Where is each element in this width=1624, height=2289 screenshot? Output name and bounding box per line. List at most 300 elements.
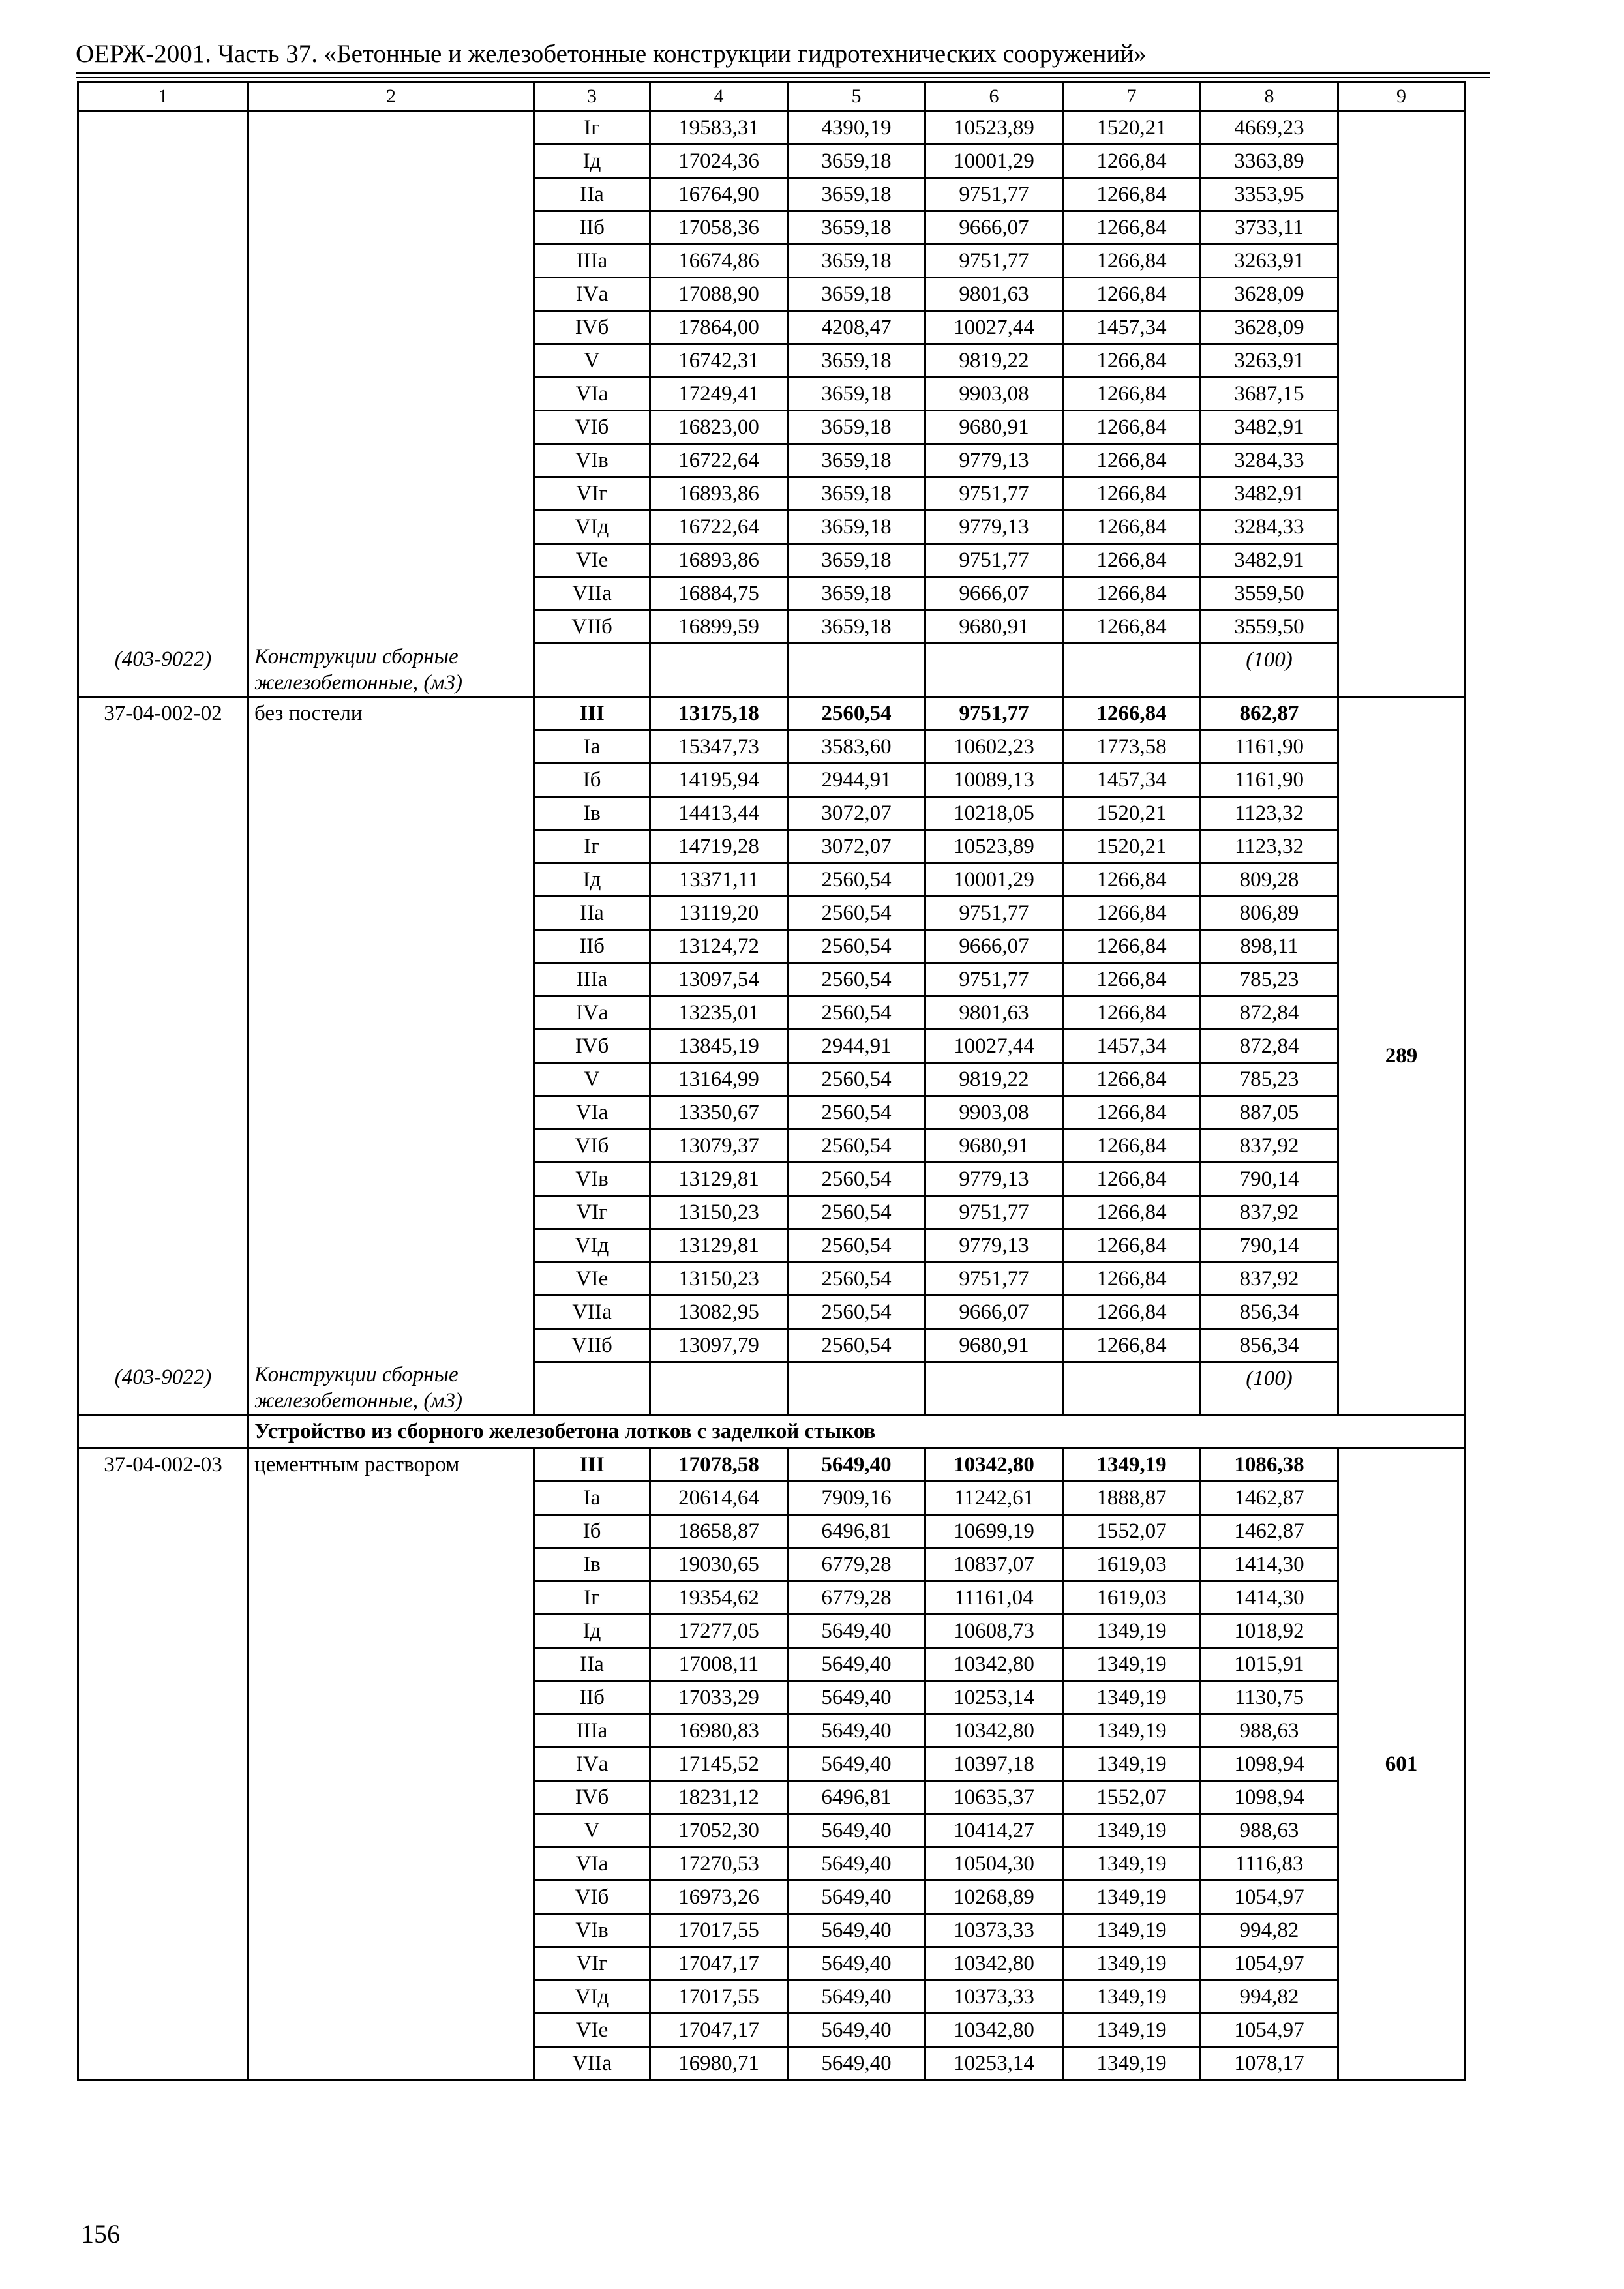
zone-cell: VIг xyxy=(534,1947,650,1981)
cost-machinist-wage-cell: 1349,19 xyxy=(1063,2047,1201,2080)
cost-total-cell: 16742,31 xyxy=(650,344,788,378)
zone-cell: IIа xyxy=(534,896,650,929)
zone-cell: Iв xyxy=(534,796,650,830)
cost-total-cell: 17088,90 xyxy=(650,278,788,311)
cost-labor-cell: 5649,40 xyxy=(788,1748,925,1781)
cost-total-cell: 20614,64 xyxy=(650,1482,788,1515)
cost-materials-cell: 3353,95 xyxy=(1201,178,1338,211)
zone-cell: VIб xyxy=(534,1881,650,1914)
cost-labor-cell: 3583,60 xyxy=(788,730,925,763)
zone-cell: VIIа xyxy=(534,577,650,610)
zone-cell: VIе xyxy=(534,544,650,577)
cost-materials-cell: 837,92 xyxy=(1201,1195,1338,1229)
cost-total-cell: 17047,17 xyxy=(650,2014,788,2047)
cost-materials-cell: 837,92 xyxy=(1201,1262,1338,1295)
zone-cell: VIд xyxy=(534,1981,650,2014)
cost-machinist-wage-cell: 1349,19 xyxy=(1063,1981,1201,2014)
cost-total-cell: 17078,58 xyxy=(650,1448,788,1482)
empty-cell xyxy=(925,644,1063,697)
cost-materials-cell: 837,92 xyxy=(1201,1129,1338,1162)
cost-machines-cell: 9751,77 xyxy=(925,1195,1063,1229)
cost-total-cell: 16722,64 xyxy=(650,444,788,477)
empty-cell xyxy=(78,1415,248,1448)
material-code: (403-9022) xyxy=(78,1362,248,1415)
cost-total-cell: 14719,28 xyxy=(650,830,788,863)
cost-labor-cell: 5649,40 xyxy=(788,2047,925,2080)
cost-materials-cell: 3482,91 xyxy=(1201,544,1338,577)
cost-total-cell: 17017,55 xyxy=(650,1981,788,2014)
cost-machinist-wage-cell: 1266,84 xyxy=(1063,1062,1201,1096)
cost-machinist-wage-cell: 1266,84 xyxy=(1063,577,1201,610)
empty-cell xyxy=(925,1362,1063,1415)
cost-machinist-wage-cell: 1349,19 xyxy=(1063,1881,1201,1914)
code-cell: 37-04-002-03 xyxy=(78,1448,248,2080)
cost-machines-cell: 10523,89 xyxy=(925,830,1063,863)
cost-machinist-wage-cell: 1266,84 xyxy=(1063,145,1201,178)
cost-machines-cell: 11242,61 xyxy=(925,1482,1063,1515)
cost-labor-cell: 5649,40 xyxy=(788,1615,925,1648)
cost-machinist-wage-cell: 1349,19 xyxy=(1063,1681,1201,1714)
cost-total-cell: 16893,86 xyxy=(650,477,788,511)
cost-machines-cell: 10253,14 xyxy=(925,2047,1063,2080)
cost-machinist-wage-cell: 1266,84 xyxy=(1063,245,1201,278)
cost-labor-cell: 5649,40 xyxy=(788,1681,925,1714)
material-qty: (100) xyxy=(1201,644,1338,697)
zone-cell: Iд xyxy=(534,863,650,896)
cost-labor-cell: 3659,18 xyxy=(788,544,925,577)
cost-labor-cell: 5649,40 xyxy=(788,1947,925,1981)
cost-machinist-wage-cell: 1266,84 xyxy=(1063,1262,1201,1295)
cost-total-cell: 17047,17 xyxy=(650,1947,788,1981)
cost-materials-cell: 872,84 xyxy=(1201,996,1338,1029)
cost-machinist-wage-cell: 1266,84 xyxy=(1063,278,1201,311)
cost-total-cell: 16980,83 xyxy=(650,1714,788,1748)
cost-materials-cell: 785,23 xyxy=(1201,963,1338,996)
cost-materials-cell: 1414,30 xyxy=(1201,1581,1338,1615)
cost-materials-cell: 1161,90 xyxy=(1201,730,1338,763)
cost-machines-cell: 9819,22 xyxy=(925,1062,1063,1096)
zone-cell: Iд xyxy=(534,1615,650,1648)
cost-total-cell: 17249,41 xyxy=(650,378,788,411)
cost-labor-cell: 2560,54 xyxy=(788,1295,925,1328)
cost-labor-cell: 2560,54 xyxy=(788,696,925,730)
cost-machines-cell: 10373,33 xyxy=(925,1981,1063,2014)
cost-materials-cell: 887,05 xyxy=(1201,1096,1338,1129)
cost-materials-cell: 856,34 xyxy=(1201,1295,1338,1328)
cost-machinist-wage-cell: 1349,19 xyxy=(1063,1814,1201,1848)
zone-cell: Iд xyxy=(534,145,650,178)
cost-labor-cell: 5649,40 xyxy=(788,1714,925,1748)
cost-machinist-wage-cell: 1266,84 xyxy=(1063,344,1201,378)
empty-cell xyxy=(534,1362,650,1415)
cost-machinist-wage-cell: 1552,07 xyxy=(1063,1781,1201,1814)
cost-materials-cell: 785,23 xyxy=(1201,1062,1338,1096)
cost-machines-cell: 10089,13 xyxy=(925,763,1063,796)
material-row xyxy=(78,644,1465,697)
price-table xyxy=(77,81,1466,2081)
cost-total-cell: 17008,11 xyxy=(650,1648,788,1681)
cost-machinist-wage-cell: 1266,84 xyxy=(1063,211,1201,245)
cost-machinist-wage-cell: 1520,21 xyxy=(1063,796,1201,830)
zone-cell: VIд xyxy=(534,1229,650,1262)
cost-labor-cell: 3659,18 xyxy=(788,344,925,378)
cost-materials-cell: 1116,83 xyxy=(1201,1848,1338,1881)
cost-machines-cell: 10342,80 xyxy=(925,1714,1063,1748)
cost-materials-cell: 1078,17 xyxy=(1201,2047,1338,2080)
cost-materials-cell: 790,14 xyxy=(1201,1229,1338,1262)
cost-materials-cell: 1086,38 xyxy=(1201,1448,1338,1482)
cost-machinist-wage-cell: 1619,03 xyxy=(1063,1581,1201,1615)
cost-total-cell: 18231,12 xyxy=(650,1781,788,1814)
cost-machines-cell: 9751,77 xyxy=(925,696,1063,730)
header-rule-thin xyxy=(76,77,1490,78)
cost-materials-cell: 862,87 xyxy=(1201,696,1338,730)
cost-total-cell: 14413,44 xyxy=(650,796,788,830)
cost-machines-cell: 9779,13 xyxy=(925,511,1063,544)
cost-materials-cell: 1414,30 xyxy=(1201,1548,1338,1581)
zone-cell: V xyxy=(534,1814,650,1848)
material-qty: (100) xyxy=(1201,1362,1338,1415)
zone-cell: VIг xyxy=(534,477,650,511)
zone-cell: VIIб xyxy=(534,1328,650,1362)
cost-total-cell: 13097,54 xyxy=(650,963,788,996)
cost-machines-cell: 9751,77 xyxy=(925,963,1063,996)
header-rule xyxy=(76,72,1490,74)
zone-cell: Iг xyxy=(534,830,650,863)
zone-cell: V xyxy=(534,344,650,378)
cost-machines-cell: 9801,63 xyxy=(925,278,1063,311)
cost-machinist-wage-cell: 1266,84 xyxy=(1063,896,1201,929)
cost-machinist-wage-cell: 1266,84 xyxy=(1063,1162,1201,1195)
cost-labor-cell: 3072,07 xyxy=(788,796,925,830)
table-row-main xyxy=(78,1448,1465,1482)
cost-labor-cell: 5649,40 xyxy=(788,2014,925,2047)
cost-materials-cell: 1123,32 xyxy=(1201,830,1338,863)
zone-cell: IIа xyxy=(534,1648,650,1681)
zone-cell: VIа xyxy=(534,1096,650,1129)
cost-materials-cell: 3263,91 xyxy=(1201,344,1338,378)
cost-labor-cell: 3659,18 xyxy=(788,610,925,644)
cost-materials-cell: 1054,97 xyxy=(1201,2014,1338,2047)
cost-machines-cell: 9751,77 xyxy=(925,1262,1063,1295)
cost-machines-cell: 10397,18 xyxy=(925,1748,1063,1781)
cost-machinist-wage-cell: 1266,84 xyxy=(1063,1328,1201,1362)
zone-cell: VIд xyxy=(534,511,650,544)
cost-labor-cell: 6496,81 xyxy=(788,1515,925,1548)
description-cell xyxy=(248,112,534,644)
cost-machinist-wage-cell: 1552,07 xyxy=(1063,1515,1201,1548)
col9-cell xyxy=(1338,112,1465,697)
cost-total-cell: 16674,86 xyxy=(650,245,788,278)
zone-cell: VIIа xyxy=(534,2047,650,2080)
empty-cell xyxy=(650,644,788,697)
cost-materials-cell: 3363,89 xyxy=(1201,145,1338,178)
cost-materials-cell: 1161,90 xyxy=(1201,763,1338,796)
material-name: Конструкции сборные железобетонные, (м3) xyxy=(248,1362,534,1415)
cost-materials-cell: 790,14 xyxy=(1201,1162,1338,1195)
cost-total-cell: 17024,36 xyxy=(650,145,788,178)
cost-labor-cell: 5649,40 xyxy=(788,1848,925,1881)
description-cell: цементным раствором xyxy=(248,1448,534,2080)
cost-machines-cell: 9779,13 xyxy=(925,1229,1063,1262)
cost-total-cell: 17017,55 xyxy=(650,1914,788,1947)
cost-machinist-wage-cell: 1266,84 xyxy=(1063,963,1201,996)
cost-labor-cell: 5649,40 xyxy=(788,1981,925,2014)
cost-machines-cell: 10001,29 xyxy=(925,863,1063,896)
cost-machines-cell: 10608,73 xyxy=(925,1615,1063,1648)
cost-machines-cell: 9751,77 xyxy=(925,477,1063,511)
cost-machines-cell: 11161,04 xyxy=(925,1581,1063,1615)
cost-materials-cell: 994,82 xyxy=(1201,1914,1338,1947)
zone-cell: V xyxy=(534,1062,650,1096)
cost-total-cell: 17033,29 xyxy=(650,1681,788,1714)
cost-labor-cell: 4208,47 xyxy=(788,311,925,344)
cost-labor-cell: 4390,19 xyxy=(788,112,925,145)
cost-total-cell: 13164,99 xyxy=(650,1062,788,1096)
cost-total-cell: 17864,00 xyxy=(650,311,788,344)
cost-machines-cell: 10218,05 xyxy=(925,796,1063,830)
cost-total-cell: 14195,94 xyxy=(650,763,788,796)
column-number: 2 xyxy=(248,82,534,112)
cost-labor-cell: 2560,54 xyxy=(788,1195,925,1229)
cost-labor-cell: 3659,18 xyxy=(788,411,925,444)
cost-labor-cell: 6779,28 xyxy=(788,1548,925,1581)
cost-total-cell: 16899,59 xyxy=(650,610,788,644)
cost-total-cell: 13150,23 xyxy=(650,1195,788,1229)
zone-cell: VIв xyxy=(534,444,650,477)
cost-machines-cell: 9680,91 xyxy=(925,411,1063,444)
page-number: 156 xyxy=(81,2219,120,2249)
cost-machines-cell: 10027,44 xyxy=(925,311,1063,344)
cost-machinist-wage-cell: 1349,19 xyxy=(1063,1648,1201,1681)
column-number: 1 xyxy=(78,82,248,112)
cost-total-cell: 13845,19 xyxy=(650,1029,788,1062)
material-name: Конструкции сборные железобетонные, (м3) xyxy=(248,644,534,697)
cost-total-cell: 13235,01 xyxy=(650,996,788,1029)
cost-materials-cell: 1018,92 xyxy=(1201,1615,1338,1648)
cost-machinist-wage-cell: 1266,84 xyxy=(1063,544,1201,577)
cost-total-cell: 17277,05 xyxy=(650,1615,788,1648)
zone-cell: IVа xyxy=(534,996,650,1029)
cost-materials-cell: 1130,75 xyxy=(1201,1681,1338,1714)
cost-materials-cell: 3628,09 xyxy=(1201,311,1338,344)
cost-machinist-wage-cell: 1888,87 xyxy=(1063,1482,1201,1515)
cost-machinist-wage-cell: 1266,84 xyxy=(1063,1229,1201,1262)
cost-machines-cell: 9751,77 xyxy=(925,896,1063,929)
cost-total-cell: 16973,26 xyxy=(650,1881,788,1914)
section-title-row xyxy=(78,1415,1465,1448)
cost-labor-cell: 6779,28 xyxy=(788,1581,925,1615)
cost-labor-cell: 5649,40 xyxy=(788,1648,925,1681)
cost-machines-cell: 9801,63 xyxy=(925,996,1063,1029)
cost-machines-cell: 10837,07 xyxy=(925,1548,1063,1581)
zone-cell: Iа xyxy=(534,730,650,763)
zone-cell: Iб xyxy=(534,1515,650,1548)
cost-machines-cell: 9751,77 xyxy=(925,544,1063,577)
cost-machines-cell: 9680,91 xyxy=(925,1328,1063,1362)
cost-machines-cell: 9666,07 xyxy=(925,1295,1063,1328)
cost-machinist-wage-cell: 1349,19 xyxy=(1063,1947,1201,1981)
cost-machines-cell: 9680,91 xyxy=(925,1129,1063,1162)
code-cell: 37-04-002-02 xyxy=(78,696,248,1362)
zone-cell: IIб xyxy=(534,1681,650,1714)
zone-cell: VIв xyxy=(534,1914,650,1947)
cost-machinist-wage-cell: 1266,84 xyxy=(1063,1195,1201,1229)
cost-materials-cell: 3559,50 xyxy=(1201,577,1338,610)
zone-cell: IIIа xyxy=(534,245,650,278)
cost-machines-cell: 10523,89 xyxy=(925,112,1063,145)
zone-cell: Iг xyxy=(534,112,650,145)
cost-machines-cell: 10342,80 xyxy=(925,1648,1063,1681)
cost-machinist-wage-cell: 1266,84 xyxy=(1063,178,1201,211)
cost-machinist-wage-cell: 1349,19 xyxy=(1063,1914,1201,1947)
zone-cell: IVа xyxy=(534,1748,650,1781)
cost-materials-cell: 856,34 xyxy=(1201,1328,1338,1362)
code-cell xyxy=(78,112,248,644)
cost-machinist-wage-cell: 1266,84 xyxy=(1063,378,1201,411)
zone-cell: VIб xyxy=(534,411,650,444)
cost-labor-cell: 3072,07 xyxy=(788,830,925,863)
column-number: 3 xyxy=(534,82,650,112)
cost-materials-cell: 1462,87 xyxy=(1201,1482,1338,1515)
table-row xyxy=(78,112,1465,145)
cost-total-cell: 13097,79 xyxy=(650,1328,788,1362)
cost-labor-cell: 2560,54 xyxy=(788,1129,925,1162)
cost-labor-cell: 2944,91 xyxy=(788,1029,925,1062)
cost-machines-cell: 10602,23 xyxy=(925,730,1063,763)
cost-materials-cell: 1098,94 xyxy=(1201,1781,1338,1814)
cost-labor-cell: 2560,54 xyxy=(788,1162,925,1195)
section-title: Устройство из сборного железобетона лотков с заделкой стыков xyxy=(248,1415,1465,1448)
zone-cell: IIIа xyxy=(534,1714,650,1748)
cost-labor-cell: 5649,40 xyxy=(788,1914,925,1947)
col9-cell: 289 xyxy=(1338,696,1465,1415)
cost-materials-cell: 3263,91 xyxy=(1201,245,1338,278)
cost-machinist-wage-cell: 1349,19 xyxy=(1063,1848,1201,1881)
zone-cell: VIе xyxy=(534,2014,650,2047)
cost-materials-cell: 1462,87 xyxy=(1201,1515,1338,1548)
cost-machines-cell: 9751,77 xyxy=(925,178,1063,211)
cost-total-cell: 13371,11 xyxy=(650,863,788,896)
column-number: 5 xyxy=(788,82,925,112)
cost-labor-cell: 5649,40 xyxy=(788,1814,925,1848)
cost-machines-cell: 10373,33 xyxy=(925,1914,1063,1947)
cost-materials-cell: 809,28 xyxy=(1201,863,1338,896)
cost-machinist-wage-cell: 1266,84 xyxy=(1063,1129,1201,1162)
cost-labor-cell: 3659,18 xyxy=(788,444,925,477)
cost-machines-cell: 10342,80 xyxy=(925,1947,1063,1981)
cost-materials-cell: 3687,15 xyxy=(1201,378,1338,411)
column-number: 8 xyxy=(1201,82,1338,112)
running-header: ОЕРЖ-2001. Часть 37. «Бетонные и железобетонные конструкции гидротехнических сооружений» xyxy=(76,40,1147,68)
cost-total-cell: 17270,53 xyxy=(650,1848,788,1881)
cost-machinist-wage-cell: 1457,34 xyxy=(1063,1029,1201,1062)
material-row xyxy=(78,1362,1465,1415)
zone-cell: IIа xyxy=(534,178,650,211)
cost-machines-cell: 9680,91 xyxy=(925,610,1063,644)
cost-total-cell: 13079,37 xyxy=(650,1129,788,1162)
cost-labor-cell: 2560,54 xyxy=(788,896,925,929)
cost-labor-cell: 3659,18 xyxy=(788,211,925,245)
cost-labor-cell: 2560,54 xyxy=(788,929,925,963)
cost-machines-cell: 9903,08 xyxy=(925,378,1063,411)
cost-machines-cell: 10268,89 xyxy=(925,1881,1063,1914)
cost-materials-cell: 1098,94 xyxy=(1201,1748,1338,1781)
cost-labor-cell: 2560,54 xyxy=(788,1229,925,1262)
cost-labor-cell: 2560,54 xyxy=(788,996,925,1029)
cost-materials-cell: 4669,23 xyxy=(1201,112,1338,145)
cost-machinist-wage-cell: 1266,84 xyxy=(1063,444,1201,477)
cost-labor-cell: 5649,40 xyxy=(788,1448,925,1482)
cost-labor-cell: 3659,18 xyxy=(788,378,925,411)
cost-total-cell: 13129,81 xyxy=(650,1229,788,1262)
cost-machines-cell: 10342,80 xyxy=(925,2014,1063,2047)
cost-machines-cell: 9751,77 xyxy=(925,245,1063,278)
cost-materials-cell: 3284,33 xyxy=(1201,444,1338,477)
empty-cell xyxy=(1063,644,1201,697)
cost-labor-cell: 6496,81 xyxy=(788,1781,925,1814)
cost-machinist-wage-cell: 1266,84 xyxy=(1063,929,1201,963)
cost-machinist-wage-cell: 1266,84 xyxy=(1063,1295,1201,1328)
cost-labor-cell: 3659,18 xyxy=(788,278,925,311)
cost-total-cell: 13119,20 xyxy=(650,896,788,929)
cost-labor-cell: 3659,18 xyxy=(788,577,925,610)
cost-materials-cell: 872,84 xyxy=(1201,1029,1338,1062)
cost-total-cell: 17145,52 xyxy=(650,1748,788,1781)
cost-machines-cell: 9666,07 xyxy=(925,577,1063,610)
cost-machines-cell: 10414,27 xyxy=(925,1814,1063,1848)
cost-machines-cell: 10504,30 xyxy=(925,1848,1063,1881)
cost-materials-cell: 3284,33 xyxy=(1201,511,1338,544)
cost-machines-cell: 10635,37 xyxy=(925,1781,1063,1814)
cost-machinist-wage-cell: 1266,84 xyxy=(1063,696,1201,730)
cost-machinist-wage-cell: 1520,21 xyxy=(1063,112,1201,145)
cost-total-cell: 13129,81 xyxy=(650,1162,788,1195)
cost-machinist-wage-cell: 1266,84 xyxy=(1063,610,1201,644)
cost-labor-cell: 2944,91 xyxy=(788,763,925,796)
cost-machinist-wage-cell: 1457,34 xyxy=(1063,763,1201,796)
zone-cell: Iа xyxy=(534,1482,650,1515)
cost-machinist-wage-cell: 1266,84 xyxy=(1063,511,1201,544)
cost-machinist-wage-cell: 1773,58 xyxy=(1063,730,1201,763)
cost-total-cell: 13150,23 xyxy=(650,1262,788,1295)
zone-cell: VIб xyxy=(534,1129,650,1162)
cost-machines-cell: 10699,19 xyxy=(925,1515,1063,1548)
zone-cell: VIг xyxy=(534,1195,650,1229)
zone-cell: IIIа xyxy=(534,963,650,996)
cost-labor-cell: 2560,54 xyxy=(788,963,925,996)
cost-materials-cell: 898,11 xyxy=(1201,929,1338,963)
column-number: 6 xyxy=(925,82,1063,112)
cost-machinist-wage-cell: 1349,19 xyxy=(1063,1615,1201,1648)
zone-cell: III xyxy=(534,696,650,730)
cost-total-cell: 13082,95 xyxy=(650,1295,788,1328)
cost-labor-cell: 2560,54 xyxy=(788,1328,925,1362)
cost-machinist-wage-cell: 1349,19 xyxy=(1063,2014,1201,2047)
zone-cell: Iв xyxy=(534,1548,650,1581)
cost-machinist-wage-cell: 1349,19 xyxy=(1063,1448,1201,1482)
empty-cell xyxy=(1063,1362,1201,1415)
cost-materials-cell: 1015,91 xyxy=(1201,1648,1338,1681)
zone-cell: IVб xyxy=(534,1029,650,1062)
cost-machines-cell: 10001,29 xyxy=(925,145,1063,178)
cost-machinist-wage-cell: 1457,34 xyxy=(1063,311,1201,344)
cost-total-cell: 16980,71 xyxy=(650,2047,788,2080)
cost-labor-cell: 3659,18 xyxy=(788,511,925,544)
cost-total-cell: 16722,64 xyxy=(650,511,788,544)
cost-labor-cell: 3659,18 xyxy=(788,245,925,278)
cost-machinist-wage-cell: 1266,84 xyxy=(1063,477,1201,511)
